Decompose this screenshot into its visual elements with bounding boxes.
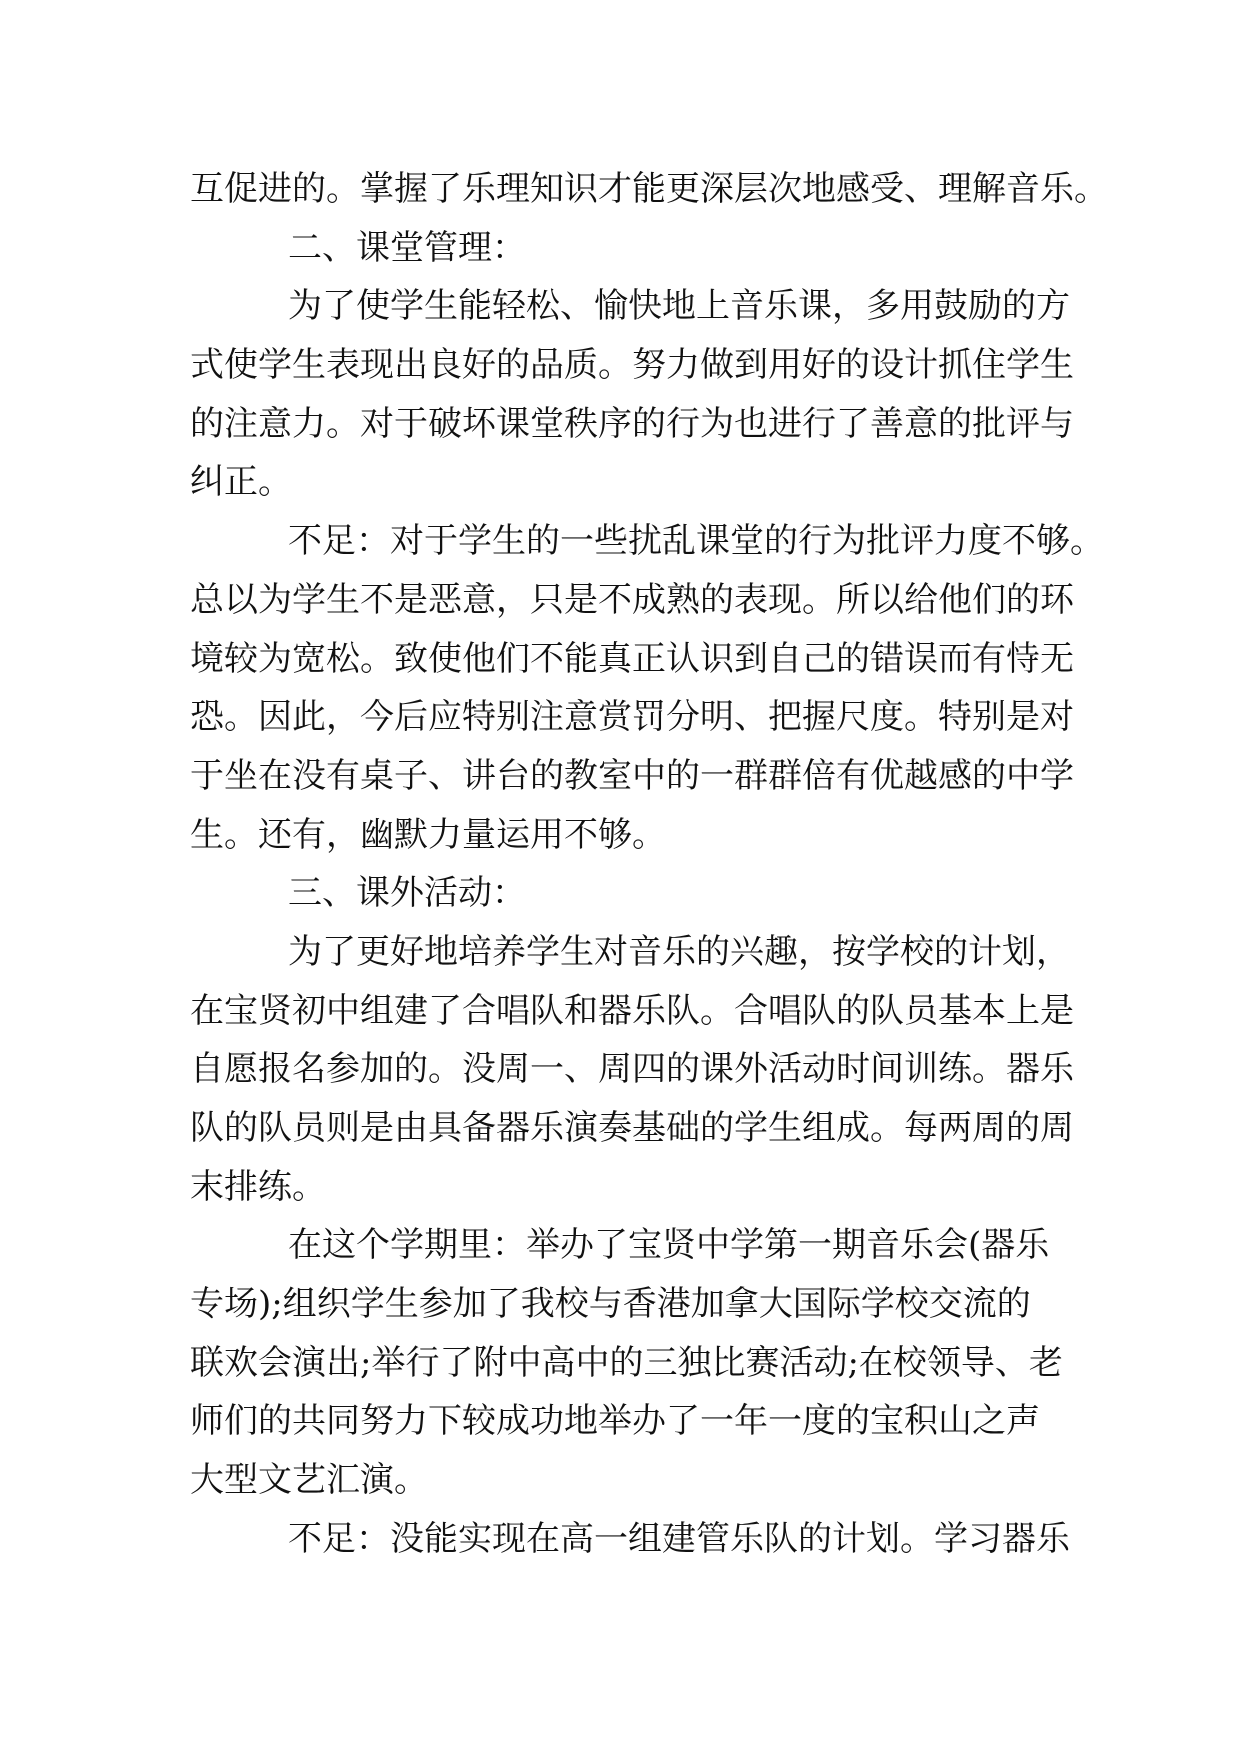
text-line: 不足：对于学生的一些扰乱课堂的行为批评力度不够。 bbox=[288, 521, 1104, 562]
text-line: 队的队员则是由具备器乐演奏基础的学生组成。每两周的周 bbox=[190, 1108, 1074, 1148]
text-line: 恐。因此，今后应特别注意赏罚分明、把握尺度。特别是对 bbox=[190, 697, 1074, 738]
text-line: 于坐在没有桌子、讲台的教室中的一群群倍有优越感的中学 bbox=[190, 755, 1074, 796]
text-line: 联欢会演出;举行了附中高中的三独比赛活动;在校领导、老 bbox=[190, 1342, 1063, 1383]
text-line: 生。还有，幽默力量运用不够。 bbox=[190, 814, 666, 855]
text-line: 自愿报名参加的。没周一、周四的课外活动时间训练。器乐 bbox=[190, 1049, 1074, 1090]
text-line: 为了更好地培养学生对音乐的兴趣，按学校的计划， bbox=[288, 931, 1070, 972]
text-line: 在宝贤初中组建了合唱队和器乐队。合唱队的队员基本上是 bbox=[190, 990, 1074, 1031]
text-line: 大型文艺汇演。 bbox=[190, 1460, 428, 1501]
text-line: 互促进的。掌握了乐理知识才能更深层次地感受、理解音乐。 bbox=[190, 169, 1108, 209]
section-heading: 二、课堂管理： bbox=[288, 227, 526, 268]
text-line: 式使学生表现出良好的品质。努力做到用好的设计抓住学生 bbox=[190, 345, 1074, 386]
document-body bbox=[190, 160, 1108, 1569]
text-line: 在这个学期里：举办了宝贤中学第一期音乐会(器乐 bbox=[288, 1225, 1050, 1266]
text-line: 总以为学生不是恶意，只是不成熟的表现。所以给他们的环 bbox=[190, 579, 1074, 620]
text-line: 的注意力。对于破坏课堂秩序的行为也进行了善意的批评与 bbox=[190, 403, 1074, 444]
text-line: 纠正。 bbox=[190, 462, 292, 503]
text-line: 专场);组织学生参加了我校与香港加拿大国际学校交流的 bbox=[190, 1284, 1031, 1325]
text-line: 境较为宽松。致使他们不能真正认识到自己的错误而有恃无 bbox=[190, 638, 1074, 679]
text-line: 不足：没能实现在高一组建管乐队的计划。学习器乐 bbox=[288, 1518, 1070, 1559]
text-line: 为了使学生能轻松、愉快地上音乐课，多用鼓励的方 bbox=[288, 286, 1070, 327]
section-heading: 三、课外活动： bbox=[288, 873, 526, 914]
text-line: 师们的共同努力下较成功地举办了一年一度的宝积山之声 bbox=[190, 1401, 1040, 1442]
text-line: 末排练。 bbox=[190, 1166, 326, 1207]
